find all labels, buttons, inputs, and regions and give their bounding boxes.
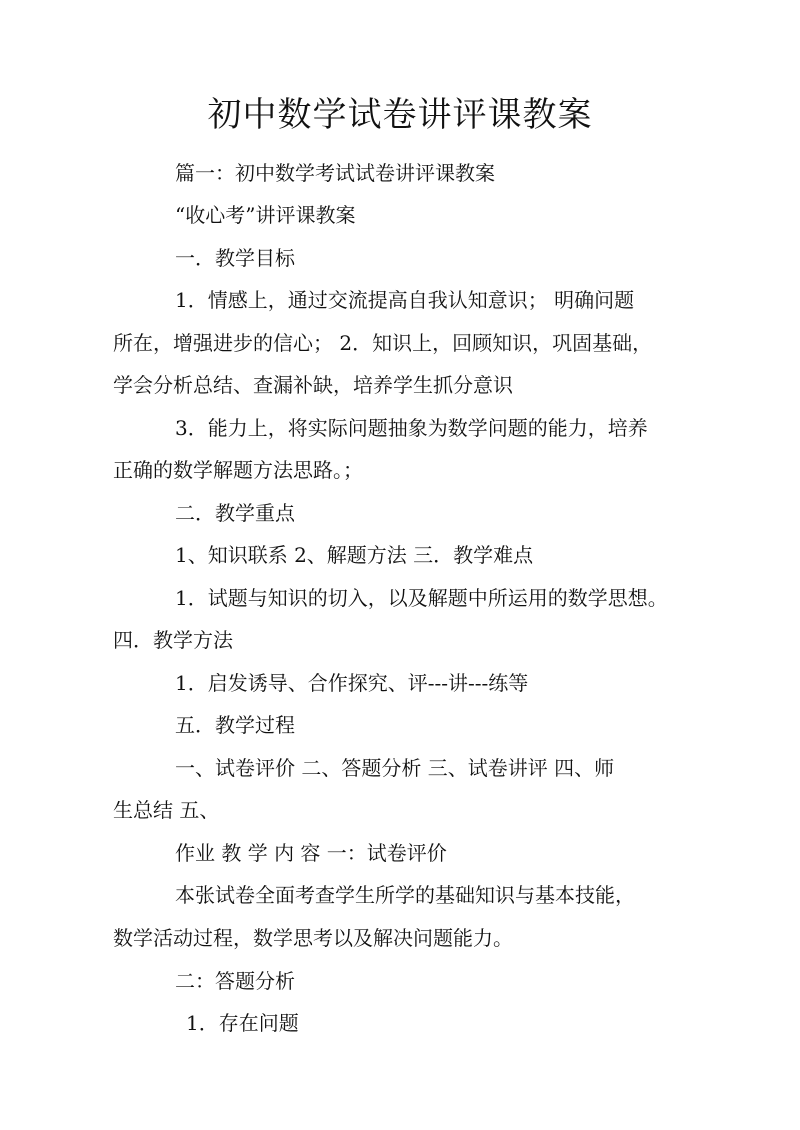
section-heading: 一．教学目标: [175, 246, 295, 270]
text-line: 一、试卷评价 二、答题分析 三、试卷讲评 四、师: [175, 756, 615, 780]
text-line: 数学活动过程，数学思考以及解决问题能力。: [113, 926, 513, 950]
section-heading: 四．教学方法: [113, 628, 233, 652]
text-line: 1．试题与知识的切入，以及解题中所运用的数学思想。: [175, 586, 668, 610]
text-line: 1．存在问题: [186, 1011, 299, 1035]
text-line: 1、知识联系 2、解题方法 三．教学难点: [175, 543, 534, 567]
text-line: 1．启发诱导、合作探究、评---讲---练等: [175, 671, 529, 695]
text-line: 正确的数学解题方法思路。；: [113, 458, 363, 482]
text-line: 生总结 五、: [113, 798, 220, 822]
text-line: 篇一：初中数学考试试卷讲评课教案: [175, 161, 495, 185]
text-line: 本张试卷全面考查学生所学的基础知识与基本技能，: [175, 883, 635, 907]
text-line: 1．情感上，通过交流提高自我认知意识； 明确问题: [175, 288, 635, 312]
document-title: 初中数学试卷讲评课教案: [207, 95, 593, 135]
section-heading: 二：答题分析: [175, 969, 295, 993]
text-line: “收心考”讲评课教案: [175, 203, 356, 227]
text-line: 3．能力上，将实际问题抽象为数学问题的能力，培养: [175, 416, 648, 440]
text-line: 学会分析总结、查漏补缺，培养学生抓分意识: [113, 373, 513, 397]
section-heading: 五．教学过程: [175, 713, 295, 737]
text-line: 所在，增强进步的信心； 2．知识上，回顾知识，巩固基础，: [113, 331, 653, 355]
text-line: 作业 教 学 内 容 一：试卷评价: [175, 841, 447, 865]
section-heading: 二．教学重点: [175, 501, 295, 525]
